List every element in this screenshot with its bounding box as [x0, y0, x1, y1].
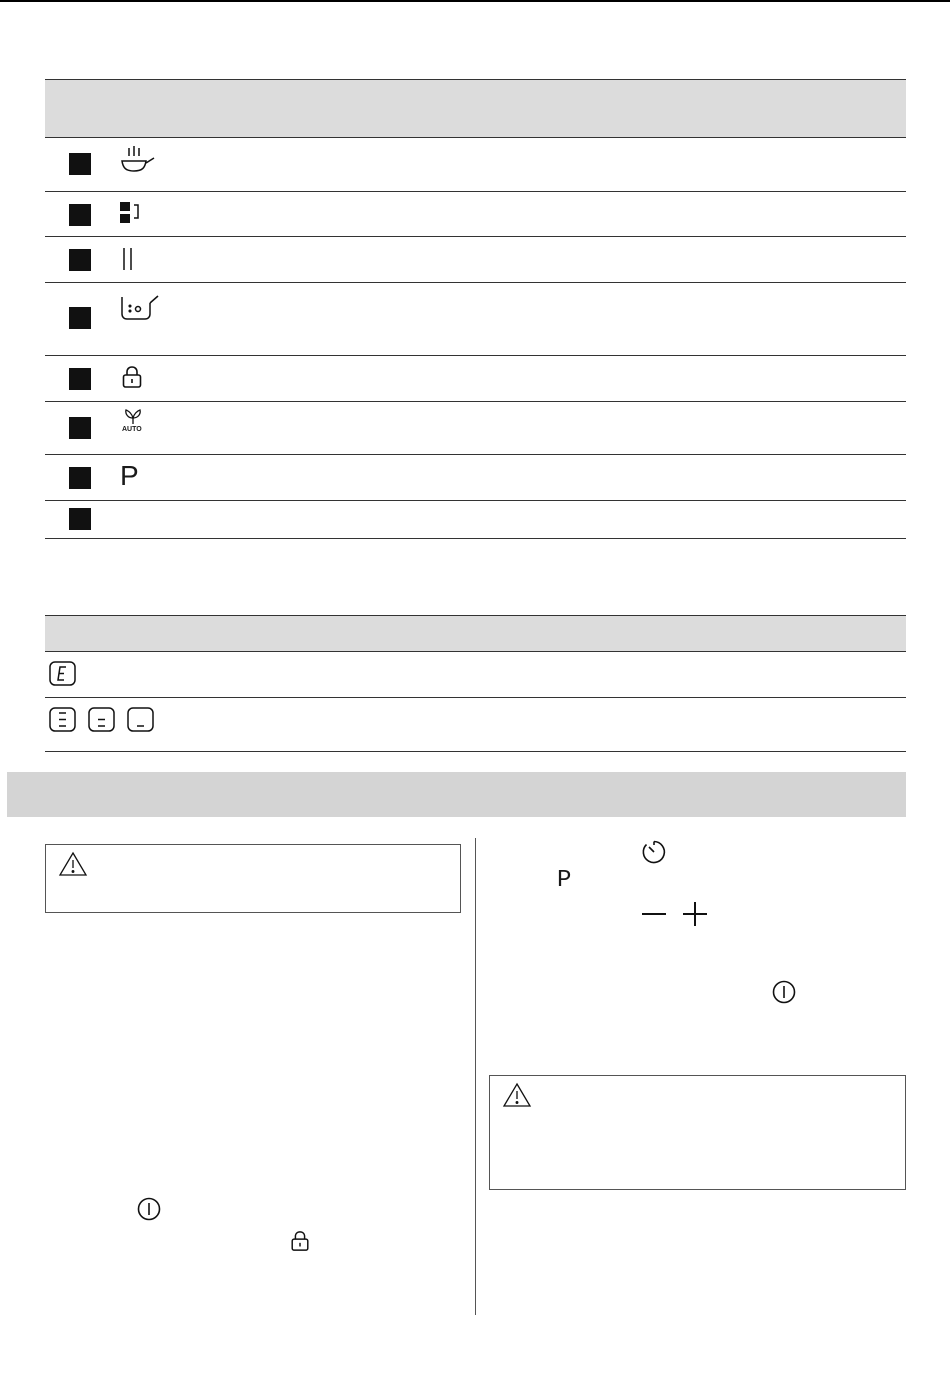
top-rule	[0, 0, 950, 2]
fan-auto-icon	[120, 408, 146, 434]
column-divider	[475, 838, 476, 1315]
minus-icon	[640, 900, 668, 928]
plus-icon	[681, 900, 709, 928]
lock-icon	[120, 365, 144, 389]
lock-icon	[289, 1229, 311, 1253]
table-row	[45, 138, 906, 192]
row-marker	[69, 204, 91, 226]
warning-triangle-icon	[58, 851, 88, 882]
pause-icon	[120, 247, 136, 273]
table-row	[45, 192, 906, 237]
table-row	[45, 501, 906, 539]
fan-auto-label: AUTO	[122, 426, 142, 433]
table-row	[45, 455, 906, 501]
warning-box	[489, 1075, 906, 1190]
table-row	[45, 356, 906, 402]
table-header	[45, 615, 906, 652]
power-icon	[772, 980, 796, 1004]
warning-triangle-icon	[502, 1082, 532, 1113]
display-E-icon	[49, 661, 77, 692]
power-icon	[137, 1197, 161, 1221]
section-header-bar	[7, 772, 906, 817]
warning-box	[45, 844, 461, 913]
indicators-table	[45, 79, 906, 539]
bridge-icon	[120, 200, 144, 226]
table-row	[45, 402, 906, 455]
pot-boost-icon	[120, 293, 160, 323]
display-1-icon	[127, 707, 155, 738]
row-marker	[69, 249, 91, 271]
table-header	[45, 79, 906, 138]
table-row	[45, 652, 906, 698]
pan-steam-icon	[120, 146, 156, 176]
row-marker	[69, 368, 91, 390]
timer-icon	[641, 839, 667, 865]
display-3-icon	[49, 707, 77, 738]
table-row	[45, 698, 906, 752]
display-2-icon	[88, 707, 116, 738]
row-marker	[69, 153, 91, 175]
display-table	[45, 615, 906, 752]
row-marker	[69, 307, 91, 329]
table-row	[45, 283, 906, 356]
power-p-icon: P	[120, 460, 139, 491]
power-boost-p-icon: P	[557, 867, 572, 894]
row-marker	[69, 417, 91, 439]
row-marker	[69, 508, 91, 530]
table-row	[45, 237, 906, 283]
row-marker	[69, 467, 91, 489]
